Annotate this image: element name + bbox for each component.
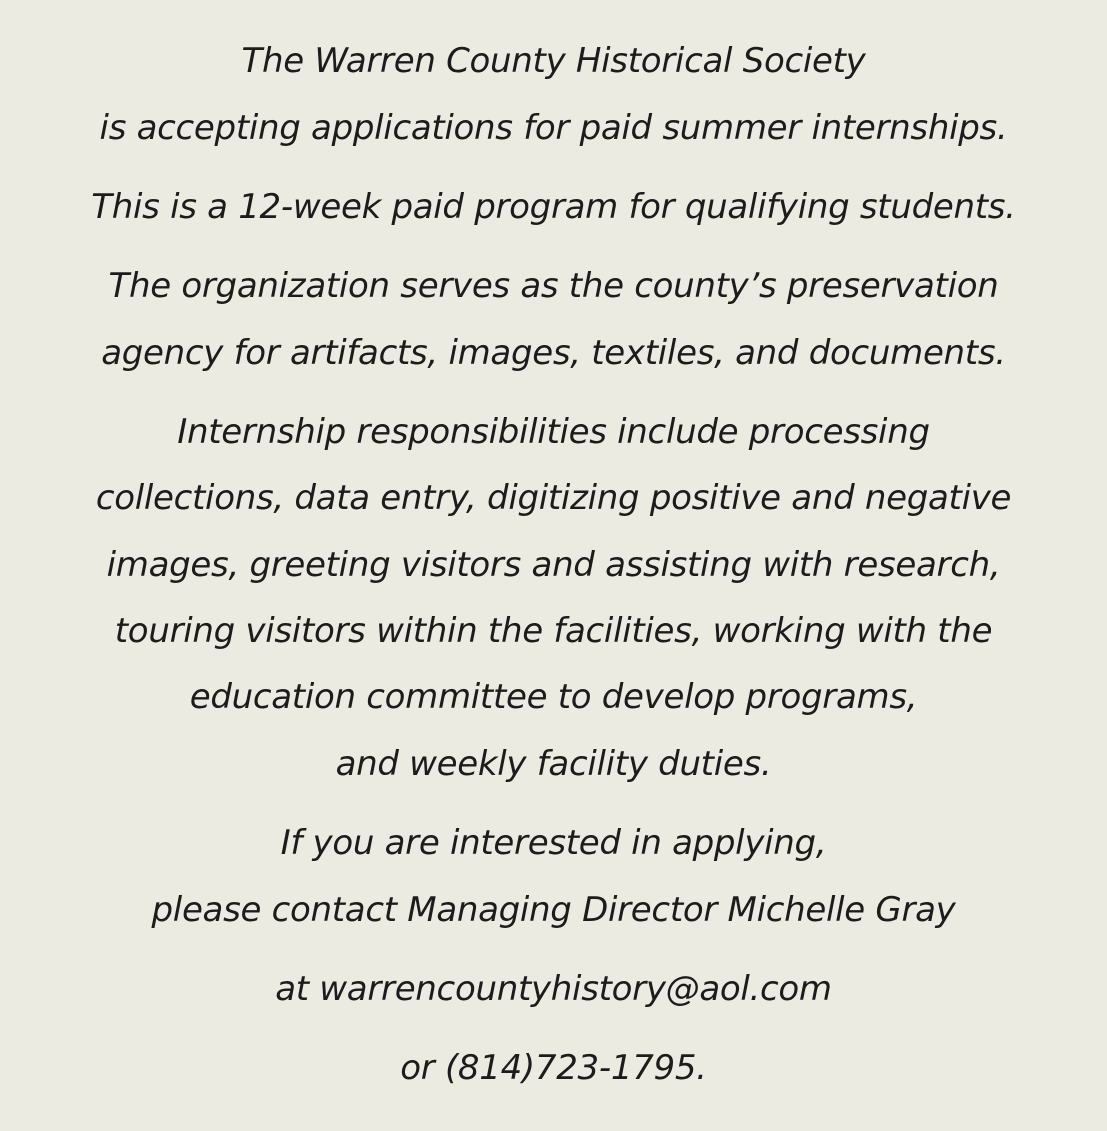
responsibilities-line-1: Internship responsibilities include processing (177, 412, 930, 452)
email-line: at warrencountyhistory@aol.com (275, 969, 832, 1009)
responsibilities-line-4: touring visitors within the facilities, working with the (114, 611, 993, 651)
organization-line-1: The organization serves as the county’s preservation (108, 266, 999, 306)
intro-line-1: The Warren County Historical Society (241, 41, 866, 81)
responsibilities-line-5: education committee to develop programs, (189, 677, 918, 717)
program-line: This is a 12-week paid program for qualifying students. (91, 187, 1016, 227)
contact-line-2: please contact Managing Director Michelle Gray (151, 890, 956, 930)
organization-line-2: agency for artifacts, images, textiles, and documents. (101, 333, 1006, 373)
responsibilities-line-3: images, greeting visitors and assisting with research, (106, 545, 1001, 585)
intro-line-2: is accepting applications for paid summer internships. (99, 108, 1008, 148)
contact-line-1: If you are interested in applying, (280, 823, 827, 863)
phone-line: or (814)723-1795. (400, 1048, 707, 1088)
responsibilities-line-6: and weekly facility duties. (335, 744, 772, 784)
responsibilities-line-2: collections, data entry, digitizing positive and negative (95, 478, 1012, 518)
